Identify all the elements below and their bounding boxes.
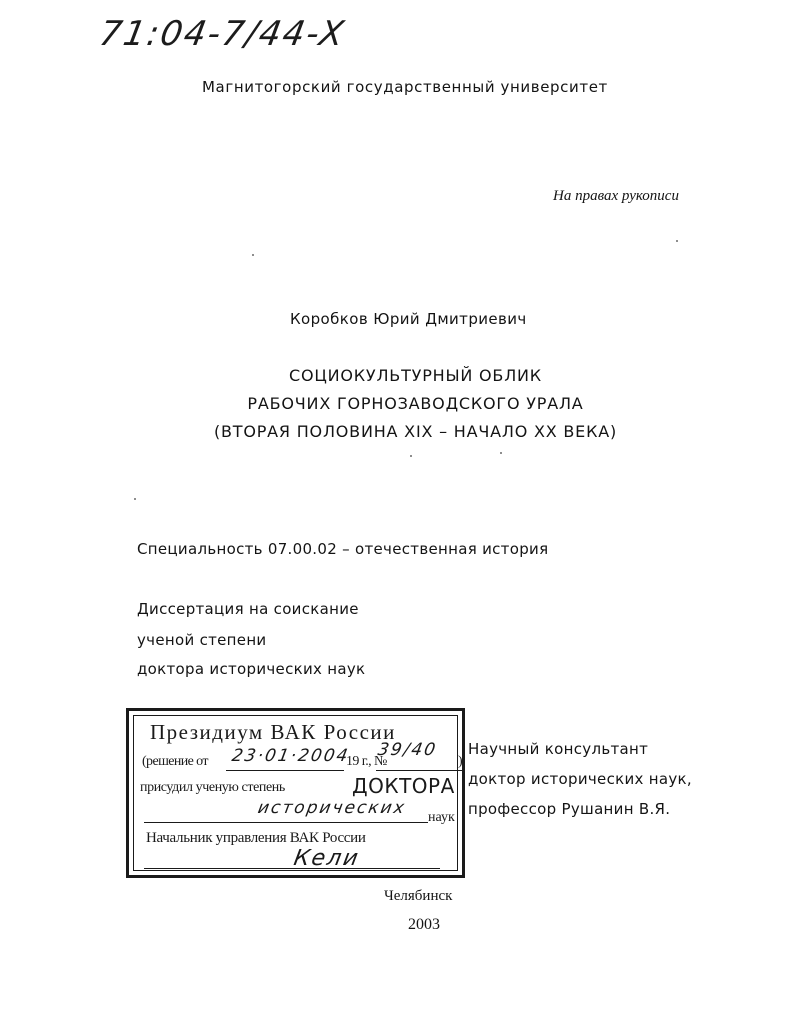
consultant-line-1: Научный консультант [468,740,649,758]
vak-stamp [126,708,465,878]
stamp-awarded: присудил ученую степень [140,780,285,795]
university-name: Магнитогорский государственный университет [202,78,608,96]
stamp-signature: Кели [291,846,362,871]
scan-speck [134,498,136,500]
stamp-date-line [226,770,344,771]
author-name: Коробков Юрий Дмитриевич [290,310,527,328]
title-line-1: СОЦИОКУЛЬТУРНЫЙ ОБЛИК [289,366,542,385]
specialty: Специальность 07.00.02 – отечественная история [137,540,549,558]
stamp-number-line [376,770,462,771]
consultant-line-2: доктор исторических наук, [468,770,692,788]
scan-speck [676,240,678,242]
stamp-decision-row [140,740,463,776]
stamp-decision-mid: 19 г., № [346,754,387,769]
stamp-field-line [144,822,428,823]
stamp-decision-end: ) [458,754,463,769]
manuscript-note: На правах рукописи [553,188,679,204]
stamp-field-handwritten: исторических [256,798,408,818]
consultant-line-3: профессор Рушанин В.Я. [468,800,671,818]
dissertation-line-2: ученой степени [137,631,267,649]
dissertation-line-1: Диссертация на соискание [137,600,359,618]
year: 2003 [408,916,440,933]
city: Челябинск [384,888,453,904]
title-line-2: РАБОЧИХ ГОРНОЗАВОДСКОГО УРАЛА [247,394,584,413]
stamp-number-handwritten: 39/40 [376,740,439,760]
stamp-decision-label: (решение от [142,754,208,769]
stamp-date-handwritten: 23·01·2004 [230,746,352,766]
scan-speck [410,455,412,457]
stamp-degree: ДОКТОРА [352,774,455,798]
scan-speck [252,254,254,256]
stamp-head-title: Начальник управления ВАК России [146,830,366,846]
dissertation-line-3: доктора исторических наук [137,660,366,678]
stamp-inner-border [133,715,463,871]
stamp-sciences: наук [428,810,455,825]
title-line-3: (ВТОРАЯ ПОЛОВИНА XIX – НАЧАЛО XX ВЕКА) [213,422,618,441]
archive-number: 71:04-7/44-X [96,14,349,54]
scan-speck [500,452,502,454]
stamp-title: Президиум ВАК России [150,720,396,744]
